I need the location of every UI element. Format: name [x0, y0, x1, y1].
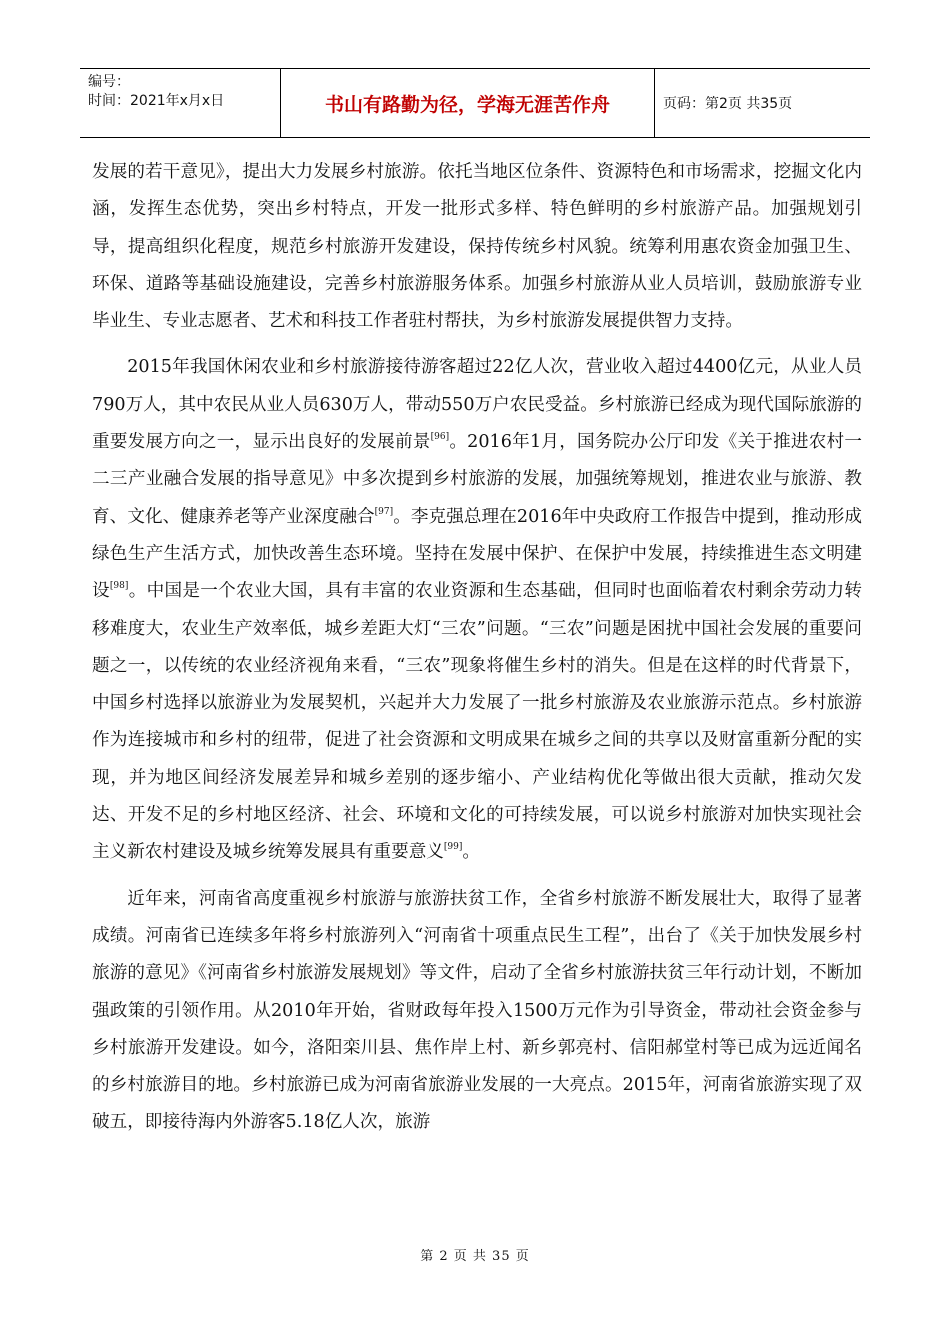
page-footer: 第 2 页 共 35 页	[420, 1249, 530, 1264]
citation-96: [96]	[430, 432, 450, 443]
paragraph-2	[92, 349, 862, 871]
paragraph-2-part-3: 。李克强总理在2016年中央政府工作报告中提到，推动形成绿色生产生活方式，加快改善生态环境。坚持在发展中保护、在保护中发展，持续推进生态文明建设	[92, 506, 862, 602]
paragraph-1: 发展的若干意见》，提出大力发展乡村旅游。依托当地区位条件、资源特色和市场需求，挖掘文化内涵，发挥生态优势，突出乡村特点，开发一批形式多样、特色鲜明的乡村旅游产品。加强规划引导，提高组织化程度，规范乡村旅游开发建设，保持传统乡村风貌。统筹利用惠农资金加强卫生、环保、道路等基础设施建设，完善乡村旅游服务体系。加强乡村旅游从业人员培训，鼓励旅游专业毕业生、专业志愿者、艺术和科技工作者驻村帮扶，为乡村旅游发展提供智力支持。	[92, 162, 862, 332]
time-label: 时间：2021年x月x日	[88, 93, 225, 109]
header-meta	[80, 69, 281, 137]
citation-97: [97]	[374, 506, 394, 517]
body-text	[92, 154, 862, 1142]
document-header	[80, 68, 870, 138]
citation-99: [99]	[443, 842, 463, 853]
paragraph-2-part-4: 。中国是一个农业大国，具有丰富的农业资源和生态基础，但同时也面临着农村剩余劳动力转移难度大，农业生产效率低，城乡差距大灯“三农”问题。“三农”问题是困扰中国社会发展的重要问题之一，以传统的农业经济视角来看，“三农”现象将催生乡村的消失。但是在这样的时代背景下，中国乡村选择以旅游业为发展契机，兴起并大力发展了一批乡村旅游及农业旅游示范点。乡村旅游作为连接城市和乡村的纽带，促进了社会资源和文明成果在城乡之间的共享以及财富重新分配的实现，并为地区间经济发展差异和城乡差别的逐步缩小、产业结构优化等做出很大贡献，推动欠发达、开发不足的乡村地区经济、社会、环境和文化的可持续发展，可以说乡村旅游对加快实现社会主义新农村建设及城乡统筹发展具有重要意义	[92, 581, 862, 863]
number-label: 编号：	[88, 74, 130, 90]
paragraph-2-part-5: 。	[462, 842, 480, 863]
paragraph-2-part-2: 。2016年1月，国务院办公厅印发《关于推进农村一二三产业融合发展的指导意见》中多次提到乡村旅游的发展，加强统筹规划，推进农业与旅游、教育、文化、健康养老等产业深度融合	[92, 432, 862, 527]
citation-98: [98]	[109, 581, 129, 592]
paragraph-3: 近年来，河南省高度重视乡村旅游与旅游扶贫工作，全省乡村旅游不断发展壮大，取得了显著成绩。河南省已连续多年将乡村旅游列入“河南省十项重点民生工程”，出台了《关于加快发展乡村旅游的意见》《河南省乡村旅游发展规划》等文件，启动了全省乡村旅游扶贫三年行动计划，不断加强政策的引领作用。从2010年开始，省财政每年投入1500万元作为引导资金，带动社会资金参与乡村旅游开发建设。如今，洛阳栾川县、焦作岸上村、新乡郭亮村、信阳郝堂村等已成为远近闻名的乡村旅游目的地。乡村旅游已成为河南省旅游业发展的一大亮点。2015年，河南省旅游实现了双破五，即接待海内外游客5.18亿人次，旅游	[92, 888, 862, 1133]
paragraph-2-part-1: 2015年我国休闲农业和乡村旅游接待游客超过22亿人次，营业收入超过4400亿元，从业人员790万人，其中农民从业人员630万人，带动550万户农民受益。乡村旅游已经成为现代国际旅游的重要发展方向之一，显示出良好的发展前景	[92, 357, 862, 453]
header-page-number: 页码：第2页 共35页	[663, 96, 793, 112]
header-motto: 书山有路勤为径，学海无涯苦作舟	[281, 69, 655, 137]
